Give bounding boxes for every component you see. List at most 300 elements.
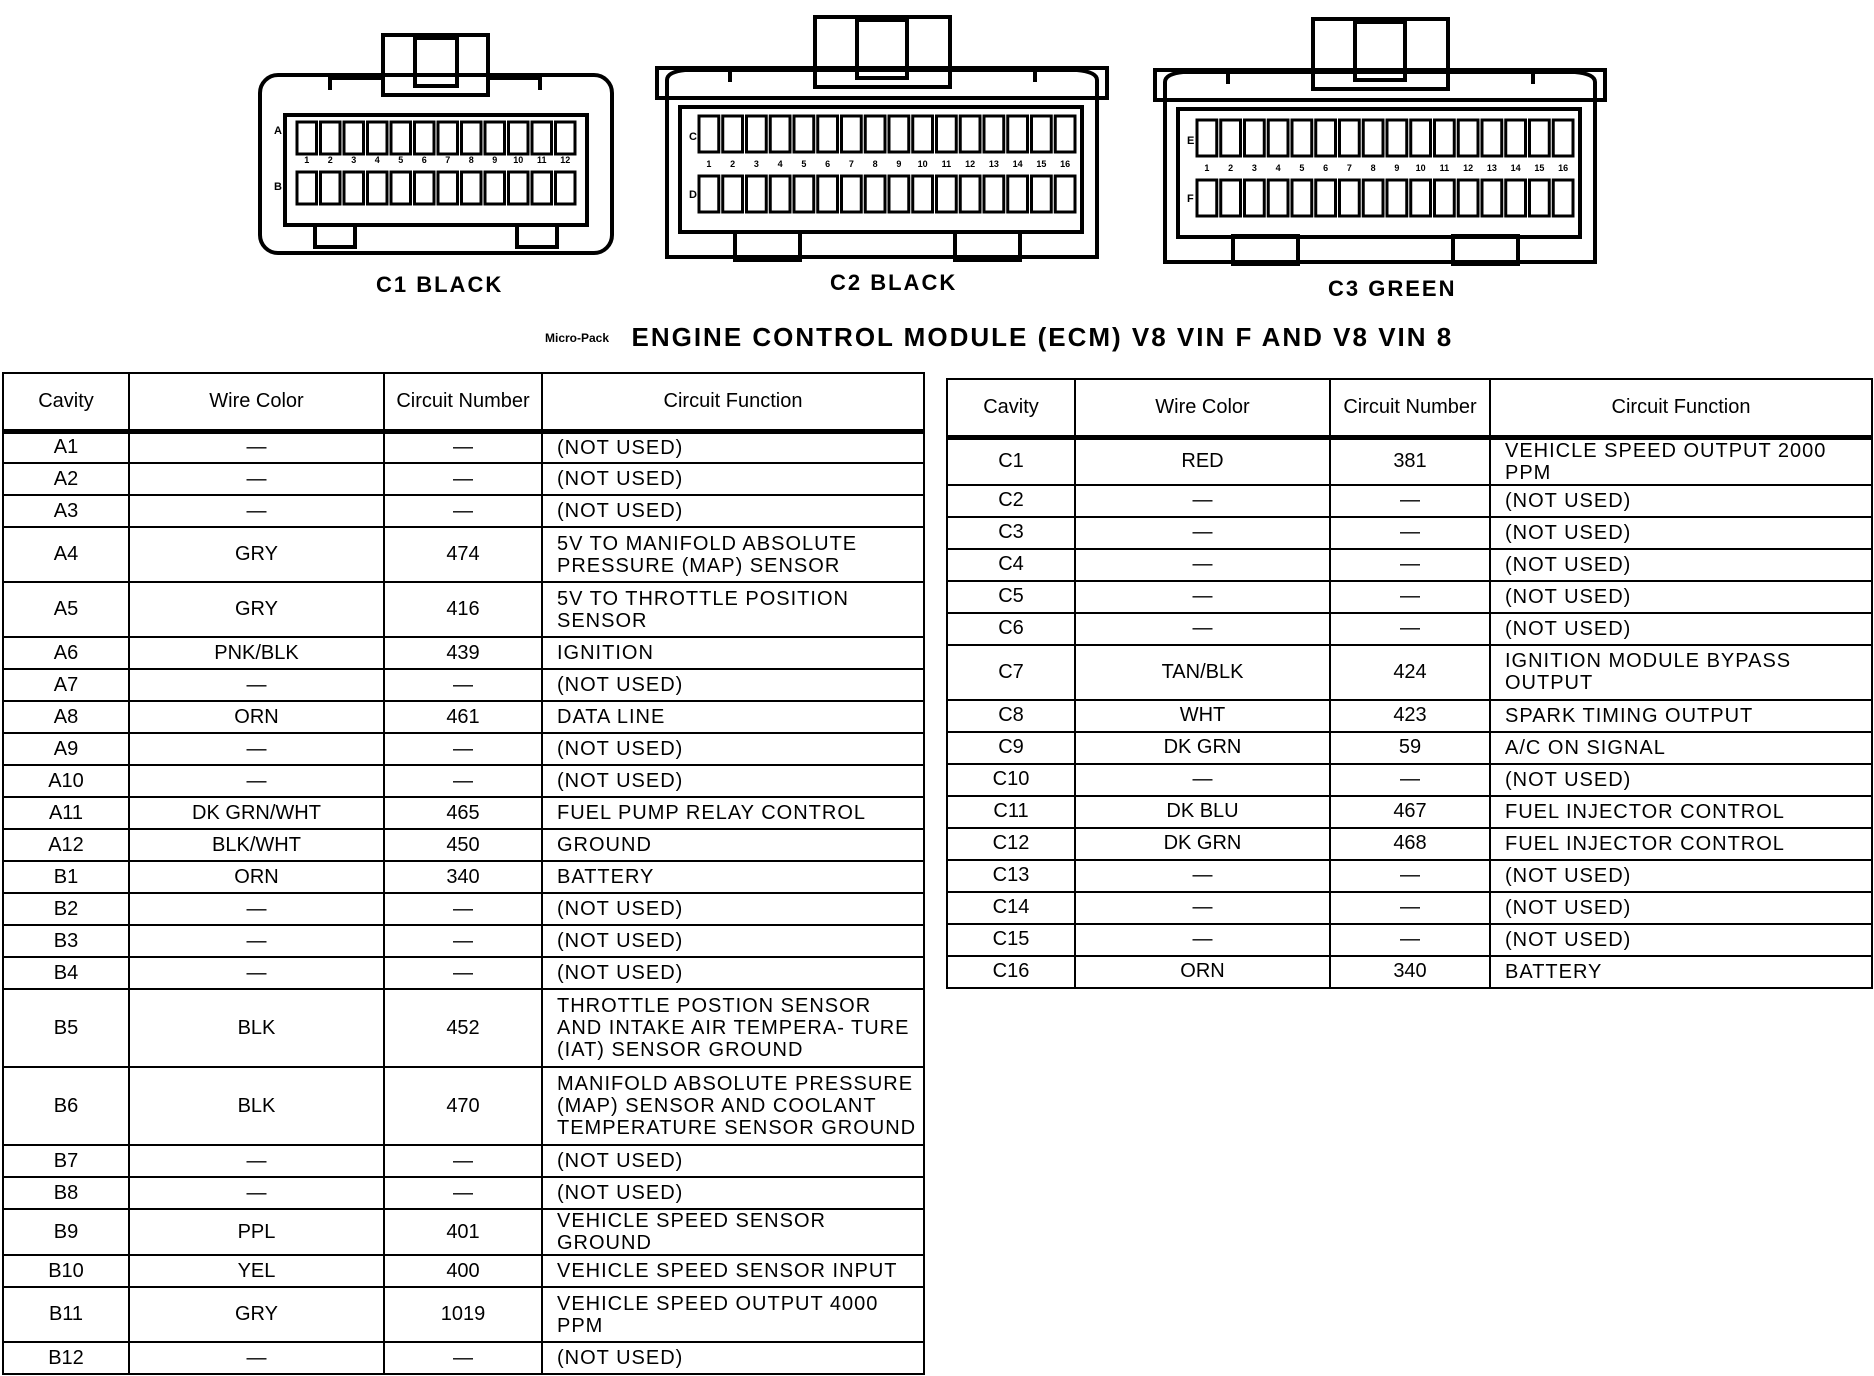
cavity-cell: B8 bbox=[3, 1177, 129, 1209]
circuit-number-cell: 59 bbox=[1330, 732, 1490, 764]
table-row bbox=[947, 796, 1872, 828]
pin-cavity bbox=[699, 176, 719, 212]
pin-cavity bbox=[1245, 120, 1265, 156]
table-row bbox=[947, 581, 1872, 613]
wire-color-cell: DK BLU bbox=[1075, 796, 1330, 828]
pin-cavity bbox=[937, 116, 957, 152]
circuit-number-cell: 400 bbox=[384, 1255, 542, 1287]
wire-color-cell: ORN bbox=[1075, 956, 1330, 988]
connector-c2-pin-numbers bbox=[706, 159, 1070, 169]
cavity-cell: A3 bbox=[3, 495, 129, 527]
pin-cavity bbox=[438, 122, 458, 154]
circuit-number-cell: 439 bbox=[384, 637, 542, 669]
pin-number: 6 bbox=[1323, 163, 1329, 173]
cavity-cell: A6 bbox=[3, 637, 129, 669]
table-row bbox=[3, 637, 924, 669]
pin-number: 5 bbox=[801, 159, 807, 169]
wire-color-cell: WHT bbox=[1075, 700, 1330, 732]
pin-cavity bbox=[1482, 120, 1502, 156]
header-wire-color: Wire Color bbox=[1075, 379, 1330, 437]
pin-cavity bbox=[1458, 180, 1478, 216]
cavity-cell: A5 bbox=[3, 582, 129, 637]
circuit-function-cell: (NOT USED) bbox=[1490, 924, 1872, 956]
pin-cavity bbox=[913, 116, 933, 152]
table-row bbox=[3, 957, 924, 989]
pin-cavity bbox=[1411, 120, 1431, 156]
circuit-function-cell: (NOT USED) bbox=[1490, 764, 1872, 796]
circuit-function-cell: SPARK TIMING OUTPUT bbox=[1490, 700, 1872, 732]
wire-color-cell: RED bbox=[1075, 437, 1330, 485]
table-row bbox=[947, 700, 1872, 732]
pin-cavity bbox=[984, 176, 1004, 212]
circuit-function-cell: A/C ON SIGNAL bbox=[1490, 732, 1872, 764]
pin-cavity bbox=[723, 176, 743, 212]
pin-number: 12 bbox=[1463, 163, 1474, 173]
circuit-number-cell: 474 bbox=[384, 527, 542, 582]
pin-cavity bbox=[532, 172, 552, 204]
connector-c1-drawing bbox=[255, 30, 620, 260]
cavity-cell: C14 bbox=[947, 892, 1075, 924]
pin-number: 15 bbox=[1036, 159, 1047, 169]
header-wire-color: Wire Color bbox=[129, 373, 384, 431]
circuit-number-cell: 452 bbox=[384, 989, 542, 1067]
connector-c2-row-c-label: C bbox=[689, 131, 697, 143]
pin-cavity bbox=[1435, 180, 1455, 216]
circuit-number-cell: 381 bbox=[1330, 437, 1490, 485]
pin-cavity bbox=[842, 176, 862, 212]
wire-color-cell: BLK bbox=[129, 989, 384, 1067]
wire-color-cell: YEL bbox=[129, 1255, 384, 1287]
table-row bbox=[947, 860, 1872, 892]
circuit-function-cell: (NOT USED) bbox=[1490, 860, 1872, 892]
connector-c3-row-f-label: F bbox=[1187, 193, 1194, 205]
wire-color-cell: DK GRN bbox=[1075, 732, 1330, 764]
cavity-cell: A7 bbox=[3, 669, 129, 701]
table-row bbox=[947, 764, 1872, 796]
pin-number: 3 bbox=[753, 159, 759, 169]
pin-cavity bbox=[1506, 180, 1526, 216]
header-circuit-function: Circuit Function bbox=[542, 373, 924, 431]
wire-color-cell: — bbox=[129, 463, 384, 495]
pin-cavity bbox=[485, 122, 505, 154]
wire-color-cell: — bbox=[129, 431, 384, 463]
pin-number: 8 bbox=[872, 159, 878, 169]
circuit-function-cell: IGNITION MODULE BYPASS OUTPUT bbox=[1490, 645, 1872, 700]
pin-cavity bbox=[1268, 180, 1288, 216]
circuit-function-cell: (NOT USED) bbox=[1490, 517, 1872, 549]
table-row bbox=[3, 765, 924, 797]
circuit-number-cell: 1019 bbox=[384, 1287, 542, 1342]
connector-c1-label: C1 BLACK bbox=[376, 272, 504, 297]
cavity-cell: C2 bbox=[947, 485, 1075, 517]
connector-c1-row-a-pins bbox=[297, 122, 575, 154]
pin-cavity bbox=[556, 172, 576, 204]
wire-color-cell: ORN bbox=[129, 701, 384, 733]
circuit-number-cell: — bbox=[1330, 892, 1490, 924]
table-row bbox=[3, 527, 924, 582]
pin-number: 10 bbox=[513, 155, 524, 165]
pin-number: 6 bbox=[421, 155, 427, 165]
table-row bbox=[947, 485, 1872, 517]
pin-cavity bbox=[1197, 180, 1217, 216]
table-row bbox=[947, 828, 1872, 860]
table-row bbox=[947, 613, 1872, 645]
circuit-number-cell: 424 bbox=[1330, 645, 1490, 700]
pin-cavity bbox=[368, 122, 388, 154]
circuit-number-cell: — bbox=[384, 495, 542, 527]
cavity-cell: B1 bbox=[3, 861, 129, 893]
circuit-function-cell: (NOT USED) bbox=[542, 463, 924, 495]
wire-color-cell: — bbox=[129, 925, 384, 957]
circuit-function-cell: FUEL INJECTOR CONTROL bbox=[1490, 828, 1872, 860]
circuit-function-cell: FUEL INJECTOR CONTROL bbox=[1490, 796, 1872, 828]
pin-number: 13 bbox=[1486, 163, 1497, 173]
cavity-cell: B7 bbox=[3, 1145, 129, 1177]
circuit-number-cell: — bbox=[384, 765, 542, 797]
connector-c3-label: C3 GREEN bbox=[1328, 276, 1457, 301]
circuit-number-cell: — bbox=[384, 733, 542, 765]
table-row bbox=[3, 582, 924, 637]
pin-cavity bbox=[865, 116, 885, 152]
circuit-number-cell: 465 bbox=[384, 797, 542, 829]
pin-cavity bbox=[1055, 116, 1075, 152]
pin-cavity bbox=[723, 116, 743, 152]
pin-number: 8 bbox=[1370, 163, 1376, 173]
circuit-function-cell: (NOT USED) bbox=[542, 733, 924, 765]
pin-cavity bbox=[1340, 120, 1360, 156]
pin-cavity bbox=[1387, 180, 1407, 216]
circuit-function-cell: DATA LINE bbox=[542, 701, 924, 733]
cavity-cell: C9 bbox=[947, 732, 1075, 764]
pin-cavity bbox=[1316, 180, 1336, 216]
pin-cavity bbox=[1482, 180, 1502, 216]
circuit-function-cell: (NOT USED) bbox=[1490, 581, 1872, 613]
circuit-number-cell: — bbox=[384, 957, 542, 989]
circuit-function-cell: GROUND bbox=[542, 829, 924, 861]
pinout-table-c1 bbox=[2, 372, 925, 1375]
circuit-function-cell: 5V TO MANIFOLD ABSOLUTE PRESSURE (MAP) SENSOR bbox=[542, 527, 924, 582]
wire-color-cell: — bbox=[1075, 549, 1330, 581]
circuit-number-cell: — bbox=[384, 1177, 542, 1209]
pin-cavity bbox=[1435, 120, 1455, 156]
pin-number: 3 bbox=[1251, 163, 1257, 173]
pin-cavity bbox=[1197, 120, 1217, 156]
pinout-table-c2 bbox=[946, 378, 1873, 989]
connector-c1-row-a-label: A bbox=[274, 125, 282, 137]
circuit-number-cell: — bbox=[384, 463, 542, 495]
wire-color-cell: — bbox=[1075, 860, 1330, 892]
wire-color-cell: — bbox=[1075, 892, 1330, 924]
table-row bbox=[3, 1342, 924, 1374]
pin-cavity bbox=[1553, 120, 1573, 156]
pin-number: 9 bbox=[896, 159, 902, 169]
pin-number: 5 bbox=[398, 155, 404, 165]
wire-color-cell: GRY bbox=[129, 1287, 384, 1342]
wire-color-cell: — bbox=[129, 957, 384, 989]
cavity-cell: B4 bbox=[3, 957, 129, 989]
pin-cavity bbox=[794, 176, 814, 212]
cavity-cell: A9 bbox=[3, 733, 129, 765]
table-row bbox=[3, 1067, 924, 1145]
title-prefix: Micro-Pack bbox=[545, 330, 610, 345]
circuit-function-cell: (NOT USED) bbox=[542, 893, 924, 925]
pin-number: 12 bbox=[965, 159, 976, 169]
wire-color-cell: — bbox=[129, 733, 384, 765]
circuit-function-cell: (NOT USED) bbox=[542, 495, 924, 527]
pin-number: 12 bbox=[560, 155, 571, 165]
circuit-number-cell: 340 bbox=[1330, 956, 1490, 988]
pin-cavity bbox=[1316, 120, 1336, 156]
cavity-cell: C11 bbox=[947, 796, 1075, 828]
pin-number: 10 bbox=[917, 159, 928, 169]
cavity-cell: C3 bbox=[947, 517, 1075, 549]
pin-number: 2 bbox=[327, 155, 333, 165]
pin-cavity bbox=[1530, 180, 1550, 216]
pin-number: 3 bbox=[351, 155, 357, 165]
pin-cavity bbox=[770, 176, 790, 212]
pin-cavity bbox=[1458, 120, 1478, 156]
pin-cavity bbox=[344, 172, 364, 204]
pin-cavity bbox=[865, 176, 885, 212]
circuit-number-cell: — bbox=[1330, 549, 1490, 581]
cavity-cell: A10 bbox=[3, 765, 129, 797]
wire-color-cell: ORN bbox=[129, 861, 384, 893]
cavity-cell: C15 bbox=[947, 924, 1075, 956]
pin-cavity bbox=[747, 116, 767, 152]
header-circuit-number: Circuit Number bbox=[384, 373, 542, 431]
pin-cavity bbox=[297, 172, 317, 204]
circuit-number-cell: 470 bbox=[384, 1067, 542, 1145]
table-row bbox=[947, 732, 1872, 764]
circuit-function-cell: BATTERY bbox=[542, 861, 924, 893]
circuit-number-cell: 416 bbox=[384, 582, 542, 637]
pin-number: 16 bbox=[1060, 159, 1071, 169]
connector-c2-row-c-pins bbox=[699, 116, 1075, 152]
cavity-cell: A2 bbox=[3, 463, 129, 495]
pin-cavity bbox=[818, 116, 838, 152]
pin-cavity bbox=[1032, 176, 1052, 212]
circuit-function-cell: 5V TO THROTTLE POSITION SENSOR bbox=[542, 582, 924, 637]
table-row bbox=[947, 956, 1872, 988]
pin-cavity bbox=[321, 122, 341, 154]
pin-cavity bbox=[415, 172, 435, 204]
circuit-function-cell: (NOT USED) bbox=[542, 1342, 924, 1374]
wire-color-cell: GRY bbox=[129, 527, 384, 582]
pin-number: 7 bbox=[848, 159, 854, 169]
wire-color-cell: — bbox=[129, 669, 384, 701]
pin-cavity bbox=[984, 116, 1004, 152]
circuit-number-cell: — bbox=[384, 893, 542, 925]
table-row bbox=[3, 1209, 924, 1255]
table-header-row bbox=[947, 379, 1872, 437]
pin-cavity bbox=[937, 176, 957, 212]
table-row bbox=[3, 669, 924, 701]
circuit-number-cell: — bbox=[384, 1342, 542, 1374]
pin-number: 1 bbox=[1204, 163, 1210, 173]
pin-number: 1 bbox=[304, 155, 310, 165]
table-row bbox=[947, 892, 1872, 924]
pin-cavity bbox=[1008, 176, 1028, 212]
circuit-function-cell: MANIFOLD ABSOLUTE PRESSURE (MAP) SENSOR AND COOLANT TEMPERATURE SENSOR GROUND bbox=[542, 1067, 924, 1145]
wire-color-cell: — bbox=[1075, 764, 1330, 796]
circuit-function-cell: IGNITION bbox=[542, 637, 924, 669]
circuit-number-cell: — bbox=[1330, 924, 1490, 956]
circuit-number-cell: — bbox=[1330, 764, 1490, 796]
connector-c3-pin-numbers bbox=[1204, 163, 1568, 173]
pin-cavity bbox=[415, 122, 435, 154]
pin-cavity bbox=[1411, 180, 1431, 216]
circuit-function-cell: (NOT USED) bbox=[542, 431, 924, 463]
pin-cavity bbox=[391, 122, 411, 154]
table-row bbox=[3, 989, 924, 1067]
table-row bbox=[947, 645, 1872, 700]
pin-number: 4 bbox=[1275, 163, 1281, 173]
wire-color-cell: GRY bbox=[129, 582, 384, 637]
pin-number: 11 bbox=[536, 155, 547, 165]
circuit-function-cell: VEHICLE SPEED OUTPUT 4000 PPM bbox=[542, 1287, 924, 1342]
pin-number: 10 bbox=[1415, 163, 1426, 173]
wire-color-cell: — bbox=[129, 1145, 384, 1177]
circuit-number-cell: — bbox=[384, 669, 542, 701]
table-row bbox=[3, 925, 924, 957]
pin-cavity bbox=[1387, 120, 1407, 156]
pin-cavity bbox=[321, 172, 341, 204]
circuit-function-cell: (NOT USED) bbox=[542, 957, 924, 989]
table-row bbox=[947, 437, 1872, 485]
pin-cavity bbox=[344, 122, 364, 154]
cavity-cell: C10 bbox=[947, 764, 1075, 796]
sheet-title bbox=[545, 322, 1453, 353]
cavity-cell: A8 bbox=[3, 701, 129, 733]
wire-color-cell: — bbox=[1075, 485, 1330, 517]
circuit-number-cell: 461 bbox=[384, 701, 542, 733]
table-row bbox=[3, 733, 924, 765]
circuit-number-cell: — bbox=[1330, 485, 1490, 517]
pin-number: 7 bbox=[445, 155, 451, 165]
cavity-cell: C12 bbox=[947, 828, 1075, 860]
circuit-function-cell: (NOT USED) bbox=[542, 669, 924, 701]
table-row bbox=[3, 893, 924, 925]
pin-number: 11 bbox=[1439, 163, 1450, 173]
pin-number: 14 bbox=[1012, 159, 1023, 169]
table-row bbox=[947, 517, 1872, 549]
circuit-number-cell: — bbox=[1330, 860, 1490, 892]
pin-cavity bbox=[297, 122, 317, 154]
cavity-cell: C1 bbox=[947, 437, 1075, 485]
pin-cavity bbox=[699, 116, 719, 152]
header-cavity: Cavity bbox=[947, 379, 1075, 437]
table-row bbox=[3, 463, 924, 495]
pin-cavity bbox=[1506, 120, 1526, 156]
wire-color-cell: TAN/BLK bbox=[1075, 645, 1330, 700]
connector-c1-row-b-pins bbox=[297, 172, 575, 204]
pin-number: 11 bbox=[941, 159, 952, 169]
circuit-number-cell: 467 bbox=[1330, 796, 1490, 828]
wire-color-cell: — bbox=[129, 1177, 384, 1209]
connector-c2-drawing bbox=[645, 12, 1120, 272]
cavity-cell: B12 bbox=[3, 1342, 129, 1374]
cavity-cell: B2 bbox=[3, 893, 129, 925]
cavity-cell: B5 bbox=[3, 989, 129, 1067]
wire-color-cell: — bbox=[1075, 613, 1330, 645]
wire-color-cell: — bbox=[129, 495, 384, 527]
cavity-cell: A12 bbox=[3, 829, 129, 861]
pin-cavity bbox=[1268, 120, 1288, 156]
cavity-cell: B6 bbox=[3, 1067, 129, 1145]
pin-number: 9 bbox=[492, 155, 498, 165]
circuit-number-cell: — bbox=[384, 925, 542, 957]
circuit-number-cell: 468 bbox=[1330, 828, 1490, 860]
cavity-cell: A1 bbox=[3, 431, 129, 463]
wire-color-cell: — bbox=[1075, 517, 1330, 549]
circuit-number-cell: — bbox=[1330, 581, 1490, 613]
cavity-cell: A11 bbox=[3, 797, 129, 829]
connector-c3-row-f-pins bbox=[1197, 180, 1573, 216]
circuit-function-cell: THROTTLE POSTION SENSOR AND INTAKE AIR TEMPERA- TURE (IAT) SENSOR GROUND bbox=[542, 989, 924, 1067]
pin-cavity bbox=[770, 116, 790, 152]
pin-cavity bbox=[960, 176, 980, 212]
pin-cavity bbox=[1553, 180, 1573, 216]
connector-c3-row-e-label: E bbox=[1187, 135, 1195, 147]
pin-cavity bbox=[556, 122, 576, 154]
header-circuit-number: Circuit Number bbox=[1330, 379, 1490, 437]
pin-cavity bbox=[509, 122, 529, 154]
pin-cavity bbox=[438, 172, 458, 204]
circuit-function-cell: VEHICLE SPEED OUTPUT 2000 PPM bbox=[1490, 437, 1872, 485]
wire-color-cell: PNK/BLK bbox=[129, 637, 384, 669]
pin-number: 2 bbox=[730, 159, 736, 169]
wire-color-cell: PPL bbox=[129, 1209, 384, 1255]
pin-number: 15 bbox=[1534, 163, 1545, 173]
table-row bbox=[947, 549, 1872, 581]
connector-c1-row-b-label: B bbox=[274, 181, 282, 193]
pin-cavity bbox=[1340, 180, 1360, 216]
cavity-cell: C6 bbox=[947, 613, 1075, 645]
connector-c2-label: C2 BLACK bbox=[830, 270, 958, 295]
table-row bbox=[3, 431, 924, 463]
circuit-function-cell: (NOT USED) bbox=[542, 1145, 924, 1177]
pin-cavity bbox=[747, 176, 767, 212]
table-row bbox=[3, 1145, 924, 1177]
circuit-function-cell: (NOT USED) bbox=[1490, 485, 1872, 517]
pin-cavity bbox=[1055, 176, 1075, 212]
pin-number: 16 bbox=[1558, 163, 1569, 173]
wire-color-cell: — bbox=[129, 1342, 384, 1374]
circuit-number-cell: 423 bbox=[1330, 700, 1490, 732]
table-row bbox=[3, 495, 924, 527]
circuit-number-cell: — bbox=[384, 431, 542, 463]
pin-number: 8 bbox=[468, 155, 474, 165]
pin-cavity bbox=[842, 116, 862, 152]
wire-color-cell: BLK bbox=[129, 1067, 384, 1145]
pin-number: 7 bbox=[1346, 163, 1352, 173]
pin-cavity bbox=[368, 172, 388, 204]
table-row bbox=[3, 829, 924, 861]
cavity-cell: C7 bbox=[947, 645, 1075, 700]
circuit-number-cell: — bbox=[1330, 517, 1490, 549]
circuit-number-cell: — bbox=[384, 1145, 542, 1177]
cavity-cell: C4 bbox=[947, 549, 1075, 581]
pin-cavity bbox=[913, 176, 933, 212]
pin-number: 2 bbox=[1228, 163, 1234, 173]
circuit-number-cell: — bbox=[1330, 613, 1490, 645]
cavity-cell: B10 bbox=[3, 1255, 129, 1287]
pin-number: 6 bbox=[825, 159, 831, 169]
pin-cavity bbox=[889, 116, 909, 152]
pin-number: 9 bbox=[1394, 163, 1400, 173]
pin-cavity bbox=[1245, 180, 1265, 216]
pin-number: 14 bbox=[1510, 163, 1521, 173]
